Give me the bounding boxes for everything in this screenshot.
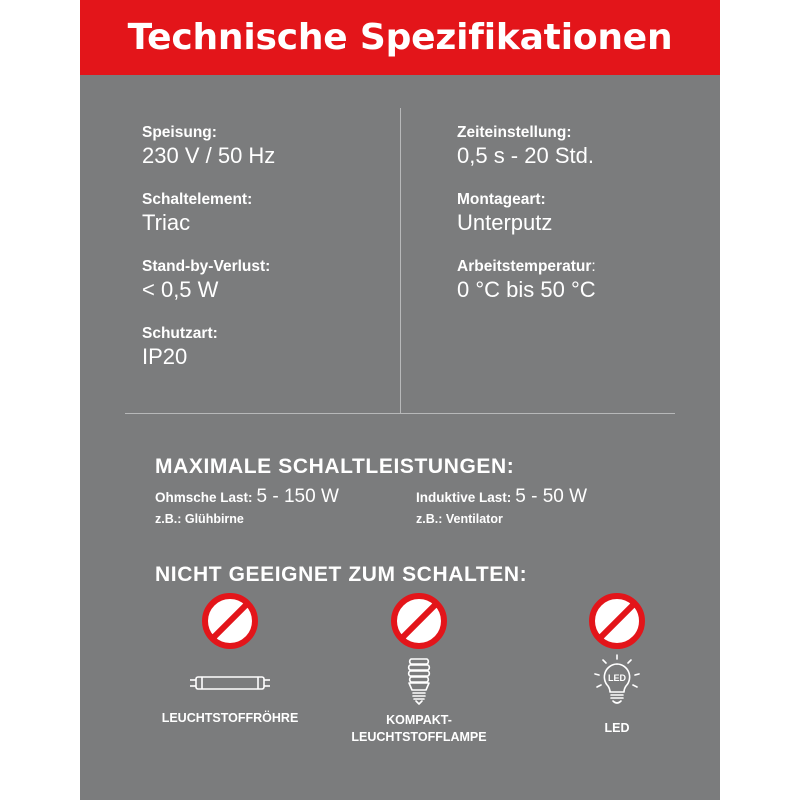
inductive-load-example: z.B.: Ventilator <box>416 512 503 526</box>
spec-value: < 0,5 W <box>142 277 219 302</box>
prohibition-icon <box>588 592 646 650</box>
inductive-load-label: Induktive Last: <box>416 490 512 505</box>
led-bulb-icon <box>589 654 645 708</box>
spec-label: Schaltelement: <box>142 191 253 208</box>
vertical-divider <box>400 108 401 413</box>
spec-value: Unterputz <box>457 210 553 235</box>
item-caption-line2: LEUCHTSTOFFLAMPE <box>351 730 487 744</box>
spec-label: Schutzart: <box>142 325 218 342</box>
compact-fluorescent-lamp-icon <box>402 656 436 706</box>
spec-label: Montageart: <box>457 191 546 208</box>
ohmic-load-example: z.B.: Glühbirne <box>155 512 244 526</box>
spec-label: Stand-by-Verlust: <box>142 258 271 275</box>
spec-mounting-type <box>457 191 552 236</box>
horizontal-divider <box>125 413 675 414</box>
header-banner <box>80 0 720 75</box>
spec-value: 0 °C bis 50 °C <box>457 277 596 302</box>
ohmic-load-value: 5 - 150 W <box>256 486 339 507</box>
item-caption: LEUCHTSTOFFRÖHRE <box>161 711 299 725</box>
spec-value: Triac <box>142 210 191 235</box>
item-caption-line1: KOMPAKT- <box>386 713 452 727</box>
led-bulb-label: LED <box>608 673 626 683</box>
fluorescent-tube-icon <box>188 672 272 694</box>
spec-standby-loss <box>142 258 270 303</box>
page-title: Technische Spezifikationen <box>127 17 673 58</box>
spec-switching-element <box>142 191 252 236</box>
spec-label: Zeiteinstellung: <box>457 124 572 141</box>
not-suitable-item-compact-fluorescent <box>319 592 519 762</box>
prohibition-icon <box>390 592 448 650</box>
spec-value: 0,5 s - 20 Std. <box>457 143 594 168</box>
not-suitable-item-led <box>517 592 717 752</box>
prohibition-icon <box>201 592 259 650</box>
spec-time-setting <box>457 124 594 169</box>
spec-label: Speisung: <box>142 124 217 141</box>
spec-value: 230 V / 50 Hz <box>142 143 276 168</box>
spec-value: IP20 <box>142 344 188 369</box>
spec-label: Arbeitstemperatur: <box>457 258 596 275</box>
item-caption: LED <box>604 721 630 735</box>
spec-operating-temperature <box>457 258 596 303</box>
not-suitable-item-fluorescent-tube <box>130 592 330 752</box>
ohmic-load <box>155 486 339 526</box>
inductive-load-value: 5 - 50 W <box>515 486 588 507</box>
ohmic-load-label: Ohmsche Last: <box>155 490 253 505</box>
spec-supply <box>142 124 275 169</box>
not-suitable-title: NICHT GEEIGNET ZUM SCHALTEN: <box>155 563 528 586</box>
spec-protection-class <box>142 325 218 370</box>
spec-sheet-panel <box>80 0 720 800</box>
max-loads-title: MAXIMALE SCHALTLEISTUNGEN: <box>155 455 515 478</box>
inductive-load <box>416 486 587 526</box>
